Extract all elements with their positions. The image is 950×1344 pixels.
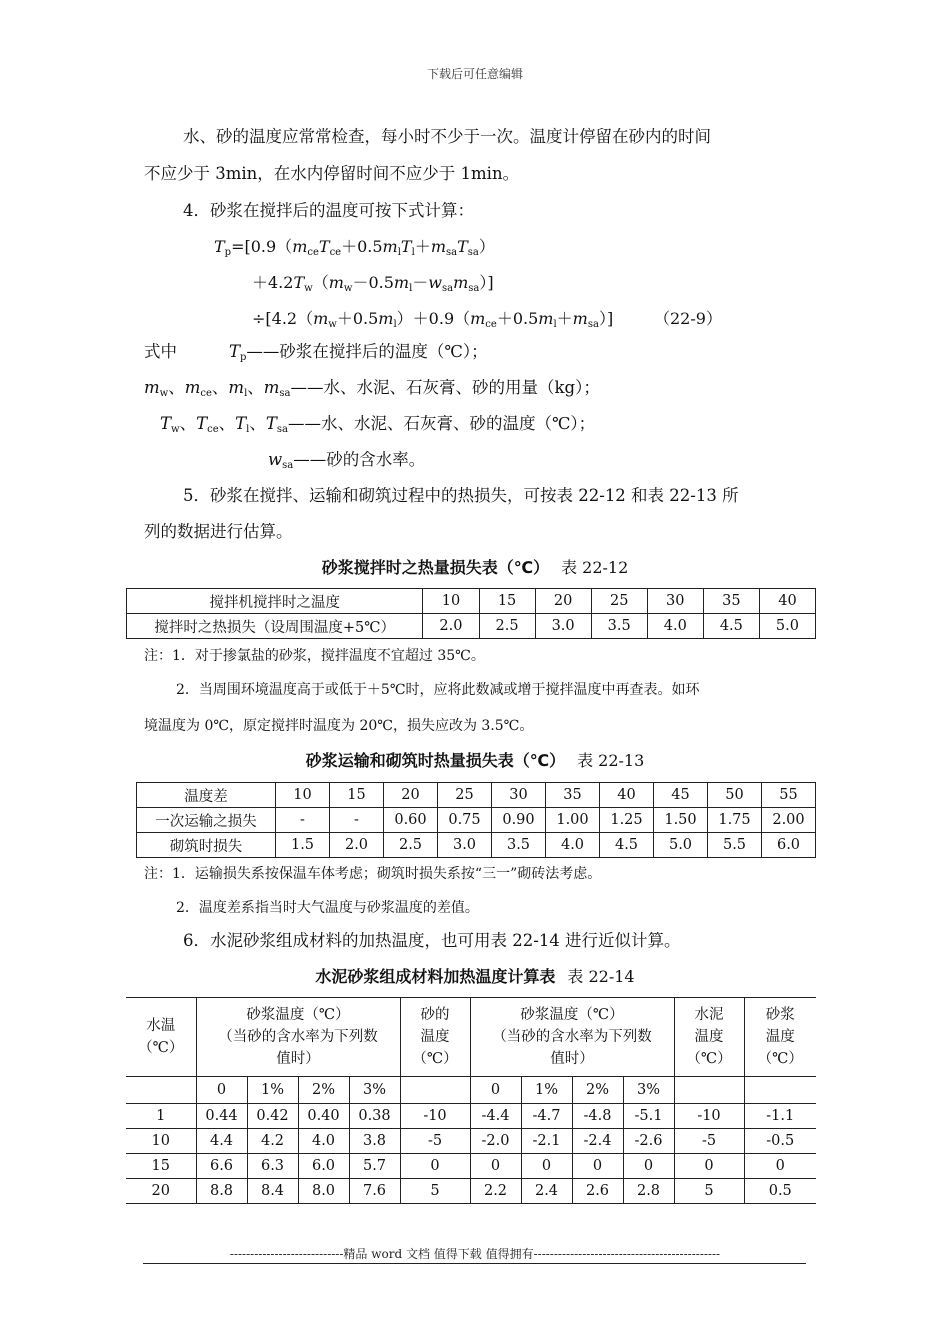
table-cell: -10 bbox=[674, 1104, 744, 1129]
table-cell: 1.5 bbox=[276, 833, 330, 858]
paragraph-item-6: 6．水泥砂浆组成材料的加热温度，也可用表 22-14 进行近似计算。 bbox=[183, 931, 681, 950]
heat-loss-mixing-table bbox=[126, 588, 816, 639]
table-cell: 50 bbox=[708, 783, 762, 808]
table-cell: 20 bbox=[535, 589, 591, 614]
table-cell: 6.6 bbox=[196, 1154, 247, 1179]
table-cell: 8.0 bbox=[298, 1179, 349, 1204]
table-cell: 1% bbox=[247, 1077, 298, 1104]
table-header-row bbox=[126, 998, 816, 1077]
table-note: 2．当周围环境温度高于或低于＋5℃时，应将此数减或增于搅拌温度中再查表。如环 bbox=[176, 682, 700, 698]
table-cell: 0.90 bbox=[492, 808, 546, 833]
legend-line-1: $T_p——$砂浆在搅拌后的温度（℃）； bbox=[229, 342, 488, 363]
table-cell: 4.0 bbox=[298, 1129, 349, 1154]
table-caption-22-12: 砂浆搅拌时之热量损失表（℃） 表 22-12 bbox=[321, 558, 629, 577]
table-row bbox=[137, 833, 816, 858]
table-cell: 1.25 bbox=[600, 808, 654, 833]
table-cell: 1.50 bbox=[654, 808, 708, 833]
table-cell: 55 bbox=[762, 783, 816, 808]
table-row bbox=[137, 783, 816, 808]
table-cell: 2.8 bbox=[623, 1179, 674, 1204]
table-cell: 0 bbox=[196, 1077, 247, 1104]
table-row bbox=[137, 808, 816, 833]
table-cell: 30 bbox=[492, 783, 546, 808]
table-cell: 2.00 bbox=[762, 808, 816, 833]
table-row bbox=[127, 589, 816, 614]
paragraph-line: 列的数据进行估算。 bbox=[144, 522, 293, 541]
table-cell: 7.6 bbox=[349, 1179, 400, 1204]
table-cell: 0 bbox=[400, 1154, 470, 1179]
page-footer: ----------------------------精品 word 文档 值得下载 值得拥有---------------------------------------------- bbox=[229, 1247, 721, 1261]
table-cell: - bbox=[276, 808, 330, 833]
table-cell: 15 bbox=[330, 783, 384, 808]
table-cell: 1% bbox=[521, 1077, 572, 1104]
table-cell: 6.0 bbox=[762, 833, 816, 858]
table-caption-22-13: 砂浆运输和砌筑时热量损失表（℃） 表 22-13 bbox=[305, 751, 645, 770]
table-cell: 35 bbox=[703, 589, 759, 614]
table-cell: 8.4 bbox=[247, 1179, 298, 1204]
table-cell: 15 bbox=[126, 1154, 196, 1179]
table-cell: -4.7 bbox=[521, 1104, 572, 1129]
table-cell: 20 bbox=[384, 783, 438, 808]
table-subheader-row bbox=[126, 1077, 816, 1104]
formula-line-3: $\div[4.2(m_w+0.5m_l)+0.9(m_{ce}+0.5m_l+m_{sa})]$ bbox=[252, 309, 614, 330]
header-sand-temp: 砂的 温度 （℃） bbox=[400, 998, 470, 1077]
table-cell: 20 bbox=[126, 1179, 196, 1204]
table-cell: -5 bbox=[674, 1129, 744, 1154]
heating-temperature-table bbox=[126, 997, 816, 1204]
legend-line-4: $w_{sa}——$砂的含水率。 bbox=[268, 450, 426, 471]
table-cell: -2.1 bbox=[521, 1129, 572, 1154]
table-cell: 4.2 bbox=[247, 1129, 298, 1154]
header-water-temp: 水温 （℃） bbox=[126, 998, 196, 1077]
table-cell: 40 bbox=[600, 783, 654, 808]
table-cell: 6.3 bbox=[247, 1154, 298, 1179]
table-note: 2．温度差系指当时大气温度与砂浆温度的差值。 bbox=[176, 900, 479, 916]
table-cell: 6.0 bbox=[298, 1154, 349, 1179]
table-cell: 0.5 bbox=[744, 1179, 816, 1204]
table-cell: 1 bbox=[126, 1104, 196, 1129]
table-cell: 4.4 bbox=[196, 1129, 247, 1154]
table-cell: 0.75 bbox=[438, 808, 492, 833]
table-caption-22-14: 水泥砂浆组成材料加热温度计算表 表 22-14 bbox=[315, 967, 635, 986]
table-cell: 40 bbox=[759, 589, 815, 614]
table-cell: 15 bbox=[479, 589, 535, 614]
table-cell: 5 bbox=[674, 1179, 744, 1204]
table-cell: 3.0 bbox=[535, 614, 591, 639]
table-cell: 3% bbox=[349, 1077, 400, 1104]
row-label: 搅拌时之热损失（设周围温度+5℃） bbox=[127, 614, 423, 639]
table-cell: 2.6 bbox=[572, 1179, 623, 1204]
table-cell: -2.4 bbox=[572, 1129, 623, 1154]
table-cell: 2.5 bbox=[479, 614, 535, 639]
table-cell: 1.75 bbox=[708, 808, 762, 833]
table-row bbox=[127, 614, 816, 639]
table-cell: - bbox=[330, 808, 384, 833]
table-cell bbox=[744, 1077, 816, 1104]
paragraph-item-5: 5．砂浆在搅拌、运输和砌筑过程中的热损失，可按表 22-12 和表 22-13 所 bbox=[183, 486, 739, 505]
table-cell: 0 bbox=[674, 1154, 744, 1179]
table-cell: 2.4 bbox=[521, 1179, 572, 1204]
table-cell: 10 bbox=[276, 783, 330, 808]
table-cell: -5 bbox=[400, 1129, 470, 1154]
formula-line-2: $+4.2T_w(m_w-0.5m_l-w_{sa}m_{sa})$] bbox=[252, 273, 494, 294]
table-cell: 5.5 bbox=[708, 833, 762, 858]
legend-line-3: $T_w$、$T_{ce}$、$T_l$、$T_{sa}——$水、水泥、石灰膏、砂的温度（℃）； bbox=[160, 414, 596, 435]
table-cell: 0.60 bbox=[384, 808, 438, 833]
formula-line-1: $T_p=[0.9(m_{ce}T_{ce}+0.5m_lT_l+m_{sa}T_{sa})$ bbox=[214, 237, 495, 258]
table-note: 注：1．运输损失系按保温车体考虑；砌筑时损失系按“三一”砌砖法考虑。 bbox=[144, 866, 602, 882]
table-cell: 0 bbox=[572, 1154, 623, 1179]
table-cell: 5.0 bbox=[654, 833, 708, 858]
table-cell: 0 bbox=[470, 1154, 521, 1179]
header-mortar-temp-2: 砂浆温度（℃） （当砂的含水率为下列数 值时） bbox=[470, 998, 674, 1077]
table-cell: 0 bbox=[521, 1154, 572, 1179]
table-cell: 0.44 bbox=[196, 1104, 247, 1129]
page-header: 下载后可任意编辑 bbox=[426, 67, 523, 81]
table-cell: 2.0 bbox=[330, 833, 384, 858]
table-cell: 1.00 bbox=[546, 808, 600, 833]
table-row bbox=[126, 1129, 816, 1154]
table-cell: 5.7 bbox=[349, 1154, 400, 1179]
table-cell: -0.5 bbox=[744, 1129, 816, 1154]
table-cell: 10 bbox=[126, 1129, 196, 1154]
table-cell: 2.0 bbox=[423, 614, 479, 639]
table-note: 注：1．对于掺氯盐的砂浆，搅拌温度不宜超过 35℃。 bbox=[144, 648, 485, 664]
table-cell bbox=[400, 1077, 470, 1104]
header-mortar-temp-3: 砂浆 温度 （℃） bbox=[744, 998, 816, 1077]
table-cell: -2.0 bbox=[470, 1129, 521, 1154]
table-cell: 2% bbox=[298, 1077, 349, 1104]
table-cell: -4.8 bbox=[572, 1104, 623, 1129]
row-label: 温度差 bbox=[137, 783, 276, 808]
table-cell: 0 bbox=[744, 1154, 816, 1179]
heat-loss-transport-table bbox=[136, 782, 816, 858]
table-cell: 30 bbox=[647, 589, 703, 614]
table-cell: 45 bbox=[654, 783, 708, 808]
paragraph-line: 不应少于 3min，在水内停留时间不应少于 1min。 bbox=[144, 164, 520, 183]
table-cell: 0.42 bbox=[247, 1104, 298, 1129]
table-cell: -2.6 bbox=[623, 1129, 674, 1154]
row-label: 搅拌机搅拌时之温度 bbox=[127, 589, 423, 614]
header-cement-temp: 水泥 温度 （℃） bbox=[674, 998, 744, 1077]
table-cell: -5.1 bbox=[623, 1104, 674, 1129]
legend-line-2: $m_w$、$m_{ce}$、$m_l$、$m_{sa}——$水、水泥、石灰膏、砂的用量（kg）； bbox=[144, 378, 600, 399]
table-cell: 10 bbox=[423, 589, 479, 614]
table-cell bbox=[126, 1077, 196, 1104]
row-label: 砌筑时损失 bbox=[137, 833, 276, 858]
table-cell: 5 bbox=[400, 1179, 470, 1204]
table-cell: 0 bbox=[470, 1077, 521, 1104]
table-cell: 0.38 bbox=[349, 1104, 400, 1129]
table-row bbox=[126, 1179, 816, 1204]
table-cell: 4.0 bbox=[546, 833, 600, 858]
paragraph-line: 水、砂的温度应常常检查，每小时不少于一次。温度计停留在砂内的时间 bbox=[183, 127, 711, 146]
table-cell: 8.8 bbox=[196, 1179, 247, 1204]
table-cell: 2% bbox=[572, 1077, 623, 1104]
formula-number: （22-9） bbox=[654, 309, 722, 328]
header-mortar-temp: 砂浆温度（℃） （当砂的含水率为下列数 值时） bbox=[196, 998, 400, 1077]
table-cell: 2.2 bbox=[470, 1179, 521, 1204]
table-cell: 25 bbox=[438, 783, 492, 808]
table-cell: 35 bbox=[546, 783, 600, 808]
table-cell: 4.5 bbox=[600, 833, 654, 858]
table-cell: 4.5 bbox=[703, 614, 759, 639]
table-cell bbox=[674, 1077, 744, 1104]
table-cell: -10 bbox=[400, 1104, 470, 1129]
table-row bbox=[126, 1104, 816, 1129]
row-label: 一次运输之损失 bbox=[137, 808, 276, 833]
table-row bbox=[126, 1154, 816, 1179]
table-cell: 2.5 bbox=[384, 833, 438, 858]
table-cell: 3.8 bbox=[349, 1129, 400, 1154]
table-cell: 25 bbox=[591, 589, 647, 614]
footer-divider bbox=[143, 1263, 806, 1264]
legend-prefix: 式中 bbox=[144, 342, 177, 361]
table-cell: 3.0 bbox=[438, 833, 492, 858]
table-note: 境温度为 0℃，原定搅拌时温度为 20℃，损失应改为 3.5℃。 bbox=[144, 718, 534, 734]
table-cell: -1.1 bbox=[744, 1104, 816, 1129]
table-cell: -4.4 bbox=[470, 1104, 521, 1129]
table-cell: 0.40 bbox=[298, 1104, 349, 1129]
table-cell: 4.0 bbox=[647, 614, 703, 639]
table-cell: 5.0 bbox=[759, 614, 815, 639]
table-cell: 0 bbox=[623, 1154, 674, 1179]
table-cell: 3% bbox=[623, 1077, 674, 1104]
table-cell: 3.5 bbox=[591, 614, 647, 639]
table-cell: 3.5 bbox=[492, 833, 546, 858]
paragraph-item-4: 4．砂浆在搅拌后的温度可按下式计算： bbox=[183, 201, 474, 220]
